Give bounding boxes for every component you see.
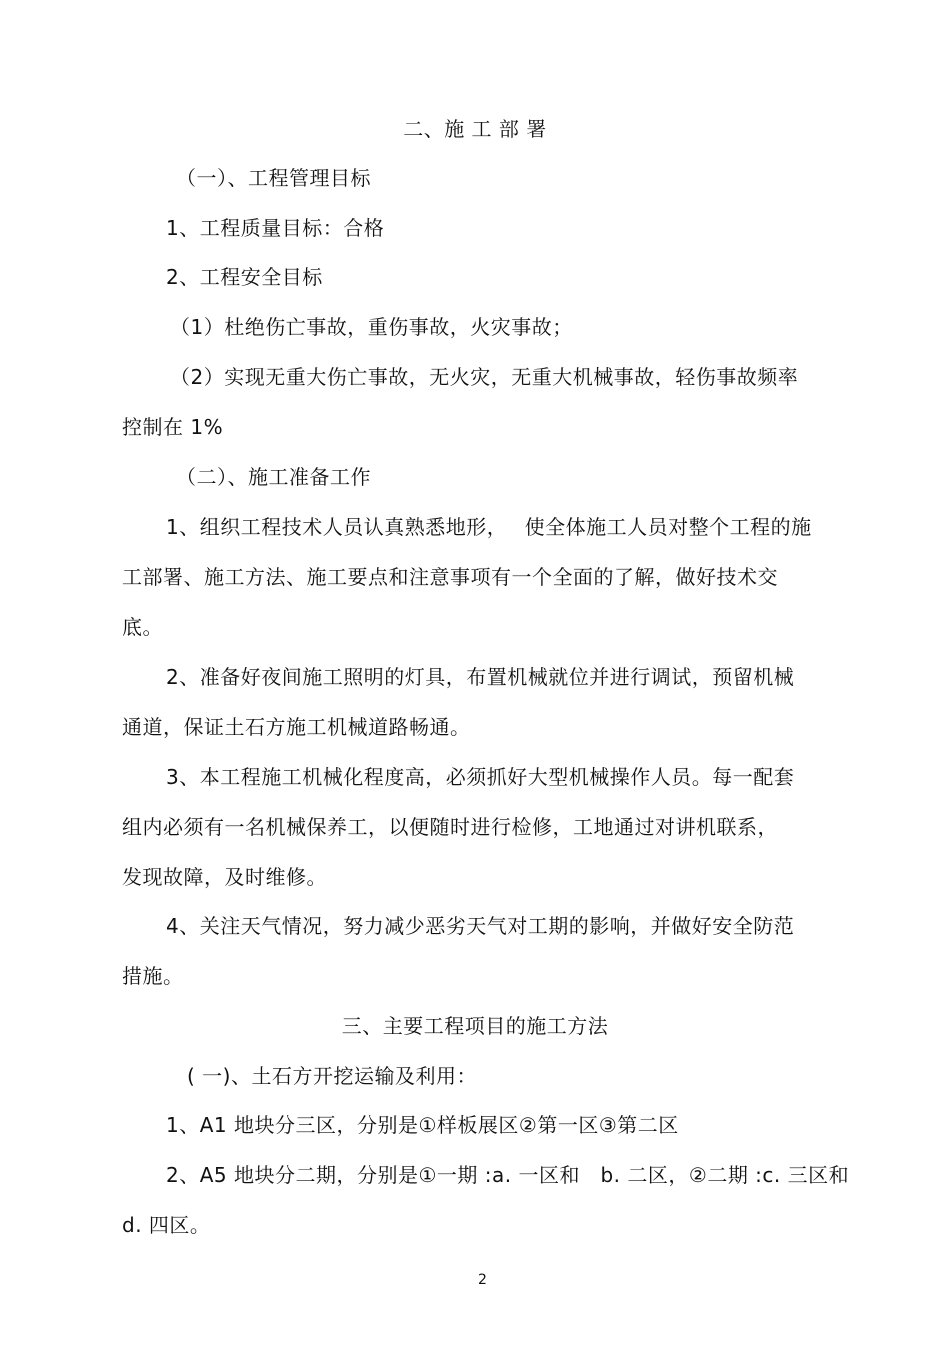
section-heading-construction-methods: 三、主要工程项目的施工方法 xyxy=(341,1014,609,1038)
paragraph-prep-3-line-3: 发现故障，及时维修。 xyxy=(122,865,327,889)
page-number: 2 xyxy=(478,1272,487,1288)
paragraph-prep-3-line-2: 组内必须有一名机械保养工，以便随时进行检修，工地通过对讲机联系， xyxy=(122,815,778,839)
paragraph-earthwork-2-line-1: 2、A5 地块分二期，分别是①一期 :a. 一区和 b. 二区，②二期 :c. 三区和 xyxy=(166,1163,850,1187)
paragraph-prep-1-line-2: 工部署、施工方法、施工要点和注意事项有一个全面的了解，做好技术交 xyxy=(122,565,778,589)
paragraph-safety-point-2-line-2: 控制在 1% xyxy=(122,415,224,439)
paragraph-safety-point-2-line-1: （2）实现无重大伤亡事故，无火灾，无重大机械事故，轻伤事故频率 xyxy=(170,365,799,389)
paragraph-prep-4-line-2: 措施。 xyxy=(122,964,184,988)
paragraph-earthwork-1: 1、A1 地块分三区，分别是①样板展区②第一区③第二区 xyxy=(166,1113,679,1137)
paragraph-prep-2-line-2: 通道，保证土石方施工机械道路畅通。 xyxy=(122,715,471,739)
paragraph-safety-point-1: （1）杜绝伤亡事故，重伤事故，火灾事故； xyxy=(170,315,573,339)
section-heading-deployment: 二、施 工 部 署 xyxy=(403,117,547,141)
paragraph-earthwork-2-line-2: d. 四区。 xyxy=(122,1213,211,1237)
paragraph-safety-goal: 2、工程安全目标 xyxy=(166,265,323,289)
subsection-title-earthwork: ( 一)、土石方开挖运输及利用： xyxy=(187,1064,477,1088)
subsection-title-management-goals: （一）、工程管理目标 xyxy=(176,166,371,190)
paragraph-quality-goal: 1、工程质量目标：合格 xyxy=(166,216,385,240)
paragraph-prep-1-line-1: 1、组织工程技术人员认真熟悉地形， 使全体施工人员对整个工程的施 xyxy=(166,515,812,539)
paragraph-prep-1-line-3: 底。 xyxy=(122,615,163,639)
paragraph-prep-3-line-1: 3、本工程施工机械化程度高，必须抓好大型机械操作人员。每一配套 xyxy=(166,765,795,789)
paragraph-prep-2-line-1: 2、准备好夜间施工照明的灯具，布置机械就位并进行调试，预留机械 xyxy=(166,665,795,689)
subsection-title-preparation: （二）、施工准备工作 xyxy=(176,465,371,489)
paragraph-prep-4-line-1: 4、关注天气情况，努力减少恶劣天气对工期的影响，并做好安全防范 xyxy=(166,914,795,938)
